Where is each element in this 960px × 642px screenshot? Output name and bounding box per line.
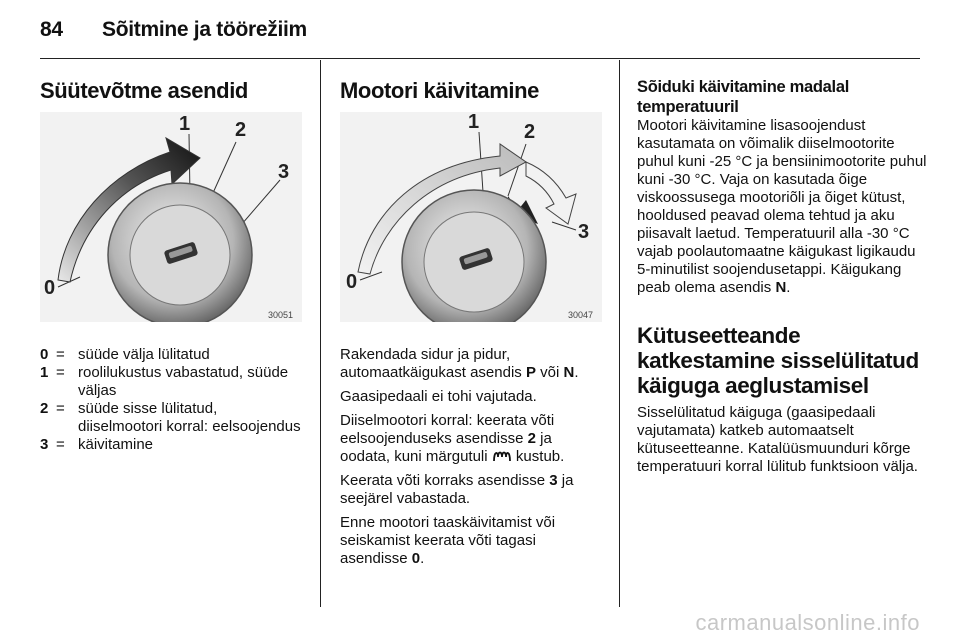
section-heading-cold-start: Sõiduki käivitamine madalal temperatuuril: [637, 78, 849, 116]
header-rule: [40, 58, 920, 59]
paragraph: Enne mootori taaskäivitamist või seiskamist keerata võti tagasi asendisse 0.: [340, 514, 556, 567]
page-number: 84: [40, 18, 63, 41]
glow-plug-icon: [492, 449, 512, 463]
start-arrow: [526, 162, 576, 224]
paragraph: Keerata võti korraks asendisse 3 ja seejärel vabastada.: [340, 472, 574, 507]
paragraph: Mootori käivitamine lisasoojendust kasutamata on võimalik diiselmootorite puhul kuni -25 °C ja bensiinimootorite puhul kuni -30 °C. Vaja on kasutada õige viskoossusega mootoriõli ja õiget kütust, hooldused peavad olema tehtud ja aku piisavalt laetud. Temperatuuril alla -30 °C vajab poolautomaatne käigukast ligikaudu 5-minutilist soojendusetappi. Käigukang peab olema asendis N.: [637, 117, 927, 296]
section-heading-ignition-positions: Süütevõtme asendid: [40, 78, 248, 103]
legend-item: 2 = süüde sisse lülitatud, diiselmootori korral: eelsoojendus: [40, 400, 301, 435]
position-label-2: 2: [235, 119, 247, 141]
section-heading-fuel-cutoff: Kütuseetteande katkestamine sisselülitatud käiguga aeglustamisel: [637, 323, 919, 398]
legend-item: 0 = süüde välja lülitatud: [40, 346, 210, 363]
position-label-3: 3: [578, 221, 590, 243]
legend-item: 3 = käivitamine: [40, 436, 154, 453]
figure-code: 30047: [568, 310, 594, 320]
section-heading-engine-start: Mootori käivitamine: [340, 78, 539, 103]
position-label-2: 2: [524, 121, 536, 143]
paragraph: Gaasipedaali ei tohi vajutada.: [340, 388, 537, 405]
position-legend: [40, 346, 302, 454]
position-label-0: 0: [44, 277, 56, 299]
paragraph: Diiselmootori korral: keerata võti eelsoojenduseks asendisse 2 ja oodata, kuni märgutuli kustub.: [340, 412, 565, 465]
watermark: carmanualsonline.info: [695, 610, 920, 635]
ignition-switch-figure: [40, 112, 302, 322]
position-label-1: 1: [468, 112, 480, 133]
position-label-3: 3: [278, 161, 290, 183]
paragraph: Sisselülitatud käiguga (gaasipedaali vajutamata) katkeb automaatselt kütuseetteanne. Katalüüsmuunduri kõrge temperatuuri korral lülitub funktsioon välja.: [637, 404, 918, 475]
column-divider: [619, 60, 620, 607]
chapter-title: Sõitmine ja töörežiim: [102, 18, 307, 41]
column-cold-start: [637, 60, 927, 607]
figure-code: 30051: [268, 310, 294, 320]
engine-start-text: [340, 346, 602, 568]
position-label-1: 1: [179, 113, 191, 135]
column-ignition-positions: [40, 60, 302, 607]
position-label-0: 0: [346, 271, 358, 293]
engine-start-illustration: [340, 112, 602, 322]
page-header: [40, 18, 307, 42]
column-divider: [320, 60, 321, 607]
paragraph: Rakendada sidur ja pidur, automaatkäigukast asendis P või N.: [340, 346, 579, 381]
engine-start-figure: [340, 112, 602, 322]
legend-item: 1 = roolilukustus vabastatud, süüde väljas: [40, 364, 289, 399]
column-engine-start: [340, 60, 602, 607]
ignition-switch-illustration: [40, 112, 302, 322]
